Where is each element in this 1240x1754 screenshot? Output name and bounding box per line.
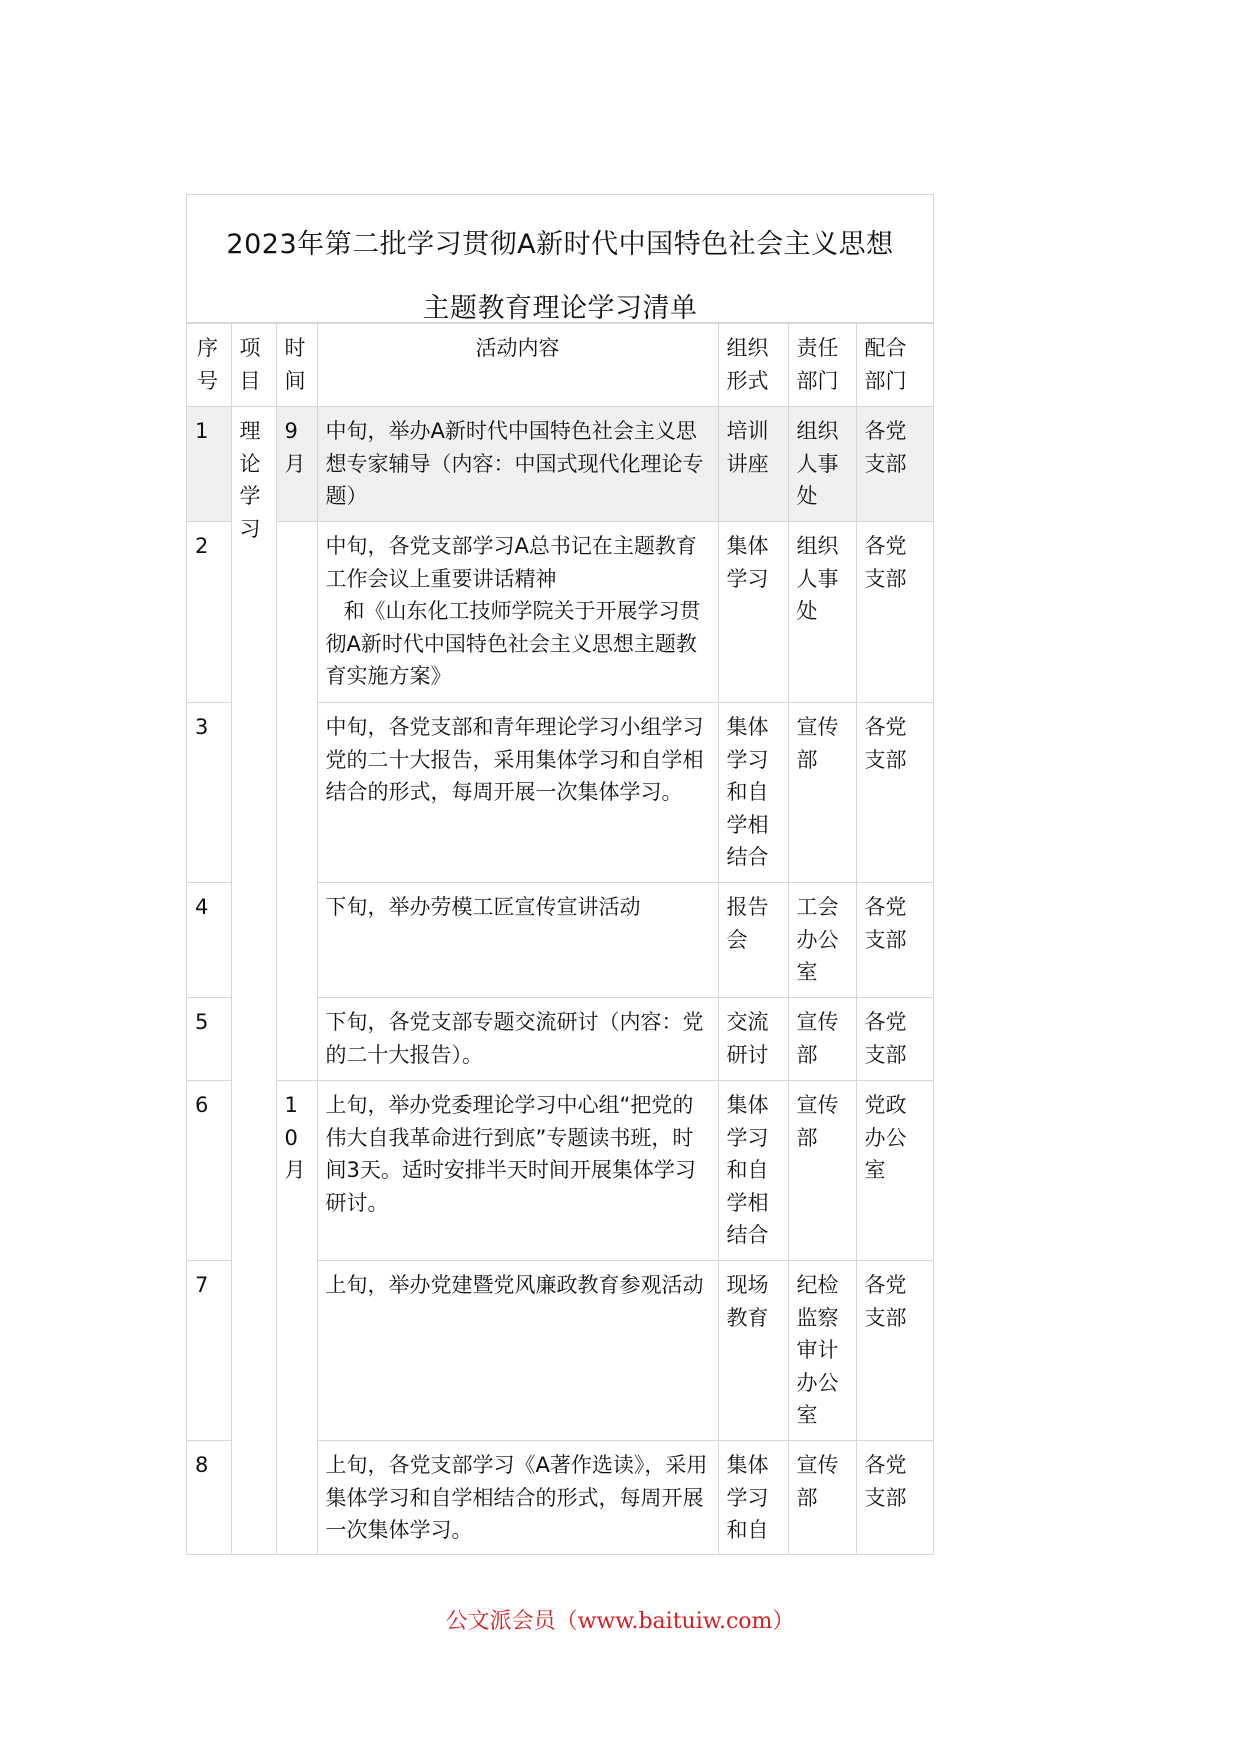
header-item: 项目 <box>231 324 276 407</box>
header-form: 组织形式 <box>718 324 788 407</box>
row-form: 培训讲座 <box>718 407 788 522</box>
title-line-1: 2023年第二批学习贯彻A新时代中国特色社会主义思想 <box>226 229 894 260</box>
row-coop: 各党支部 <box>856 1441 933 1555</box>
month-cell: 10月 <box>276 1081 317 1555</box>
row-seq: 1 <box>187 407 231 522</box>
title-line-2: 主题教育理论学习清单 <box>422 293 698 324</box>
header-time: 时间 <box>276 324 317 407</box>
row-coop: 各党支部 <box>856 703 933 883</box>
row-content: 下旬，举办劳模工匠宣传宣讲活动 <box>317 883 718 998</box>
footer-watermark: 公文派会员（www.baituiw.com） <box>445 1609 795 1634</box>
row-content: 上旬，各党支部学习《A著作选读》，采用集体学习和自学相结合的形式，每周开展一次集体学习。 <box>317 1441 718 1555</box>
row-content: 上旬，举办党建暨党风廉政教育参观活动 <box>317 1261 718 1441</box>
row-coop: 各党支部 <box>856 522 933 703</box>
table-row <box>187 1081 933 1261</box>
table-row <box>187 522 933 703</box>
row-seq: 7 <box>187 1261 231 1441</box>
row-dept: 宣传部 <box>788 703 856 883</box>
row-dept: 纪检监察审计办公室 <box>788 1261 856 1441</box>
row-coop: 各党支部 <box>856 407 933 522</box>
row-dept: 宣传部 <box>788 1441 856 1555</box>
title-block <box>187 195 933 323</box>
row-content: 中旬，各党支部和青年理论学习小组学习党的二十大报告，采用集体学习和自学相结合的形式，每周开展一次集体学习。 <box>317 703 718 883</box>
row-coop: 党政办公室 <box>856 1081 933 1261</box>
row-seq: 4 <box>187 883 231 998</box>
row-form: 集体学习 <box>718 522 788 703</box>
row-seq: 2 <box>187 522 231 703</box>
row-seq: 6 <box>187 1081 231 1261</box>
table-row <box>187 407 933 522</box>
row-seq: 5 <box>187 998 231 1081</box>
month-cell: 9月 <box>276 407 317 522</box>
row-content: 中旬，举办A新时代中国特色社会主义思想专家辅导（内容：中国式现代化理论专题） <box>317 407 718 522</box>
row-coop: 各党支部 <box>856 998 933 1081</box>
project-cell: 理论学习 <box>231 407 276 1081</box>
row-form: 集体学习和自学相结合 <box>718 1081 788 1261</box>
row-seq: 3 <box>187 703 231 883</box>
study-list-table <box>187 323 933 1555</box>
row-content: 下旬，各党支部专题交流研讨（内容：党的二十大报告）。 <box>317 998 718 1081</box>
row-coop: 各党支部 <box>856 883 933 998</box>
header-coop: 配合部门 <box>856 324 933 407</box>
row-content: 上旬，举办党委理论学习中心组“把党的伟大自我革命进行到底”专题读书班，时间3天。适时安排半天时间开展集体学习研讨。 <box>317 1081 718 1261</box>
row-dept: 宣传部 <box>788 998 856 1081</box>
row-content <box>317 522 718 703</box>
row-dept: 宣传部 <box>788 1081 856 1261</box>
row-form: 集体学习和自学相结合 <box>718 703 788 883</box>
project-cell-empty <box>231 1081 276 1555</box>
month-cell-empty <box>276 522 317 1081</box>
row-dept: 组织人事处 <box>788 522 856 703</box>
header-dept: 责任部门 <box>788 324 856 407</box>
header-seq: 序号 <box>187 324 231 407</box>
document-table-container <box>186 194 934 1555</box>
row-seq: 8 <box>187 1441 231 1555</box>
row-dept: 工会办公室 <box>788 883 856 998</box>
header-content: 活动内容 <box>317 324 718 407</box>
row-form: 集体学习和自 <box>718 1441 788 1555</box>
row-content-part2: 和《山东化工技师学院关于开展学习贯彻A新时代中国特色社会主义思想主题教育实施方案》 <box>325 599 701 688</box>
row-form: 报告会 <box>718 883 788 998</box>
row-form: 现场教育 <box>718 1261 788 1441</box>
row-content-part1: 中旬，各党支部学习A总书记在主题教育工作会议上重要讲话精神 <box>325 534 697 591</box>
row-form: 交流研讨 <box>718 998 788 1081</box>
row-dept: 组织人事处 <box>788 407 856 522</box>
row-coop: 各党支部 <box>856 1261 933 1441</box>
